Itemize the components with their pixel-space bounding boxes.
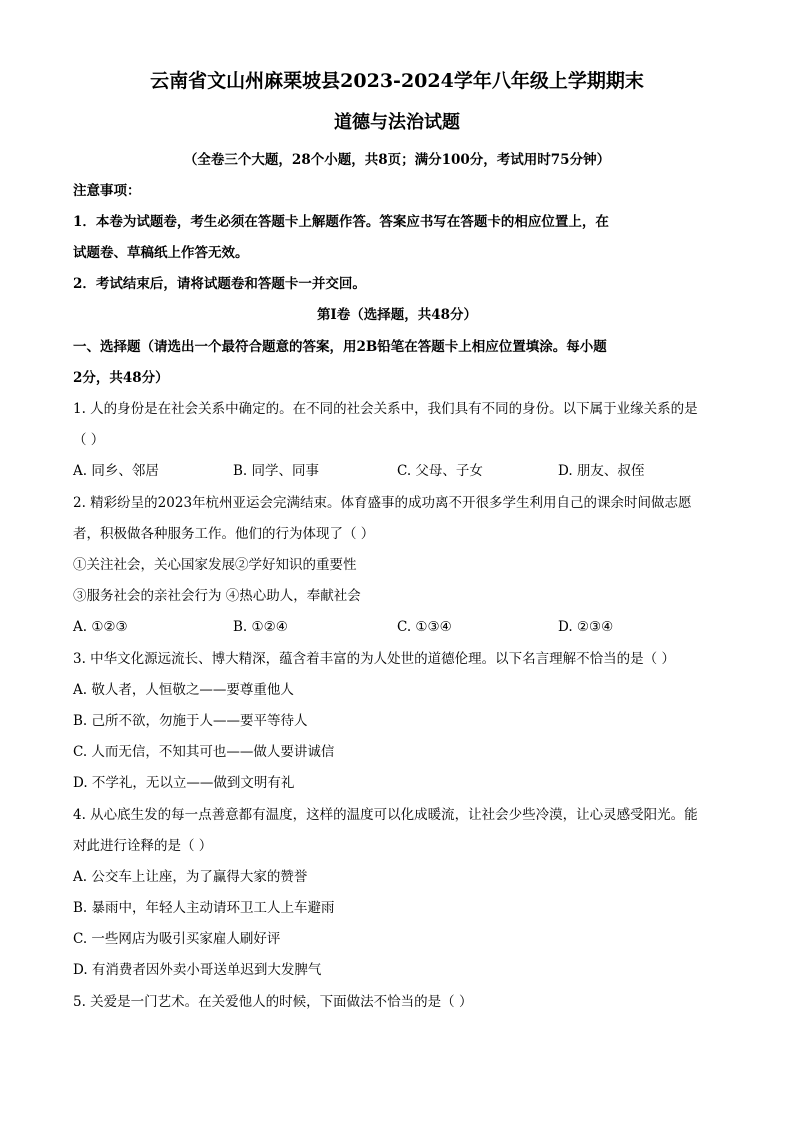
question-1-option-c: C. 父母、子女 — [397, 463, 483, 479]
notice-item-1: 1．本卷为试题卷，考生必须在答题卡上解题作答。答案应书写在答题卡的相应位置上，在 — [73, 214, 609, 230]
question-1-blank: （ ） — [73, 432, 105, 448]
question-2-statements-2: ③服务社会的亲社会行为 ④热心助人，奉献社会 — [73, 588, 361, 604]
part1-heading: 第Ⅰ卷（选择题，共48分） — [316, 307, 478, 323]
section-heading-cont: 2分，共48分） — [73, 370, 169, 386]
question-4-option-a: A. 公交车上让座，为了赢得大家的赞誉 — [73, 869, 308, 885]
question-1-option-a: A. 同乡、邻居 — [73, 463, 159, 479]
question-3-option-a: A. 敬人者，人恒敬之——要尊重他人 — [73, 682, 294, 698]
notice-item-1-cont: 试题卷、草稿纸上作答无效。 — [73, 245, 249, 261]
question-4-stem: 4. 从心底生发的每一点善意都有温度，这样的温度可以化成暖流，让社会少些冷漠，让心灵感受阳光。能 — [73, 807, 698, 823]
question-1-option-b: B. 同学、同事 — [233, 463, 320, 479]
question-3-option-d: D. 不学礼，无以立——做到文明有礼 — [73, 775, 295, 791]
question-3-stem: 3. 中华文化源远流长、博大精深，蕴含着丰富的为人处世的道德伦理。以下名言理解不恰当的是（ ） — [73, 651, 675, 667]
question-1-stem: 1. 人的身份是在社会关系中确定的。在不同的社会关系中，我们具有不同的身份。以下属于业缘关系的是 — [73, 401, 698, 417]
question-2-statements-1: ①关注社会，关心国家发展②学好知识的重要性 — [73, 557, 357, 573]
question-5-stem: 5. 关爱是一门艺术。在关爱他人的时候，下面做法不恰当的是（ ） — [73, 994, 473, 1010]
question-4-option-c: C. 一些网店为吸引买家雇人刷好评 — [73, 931, 281, 947]
question-2-option-c: C. ①③④ — [397, 619, 452, 635]
question-4-option-b: B. 暴雨中，年轻人主动请环卫工人上车避雨 — [73, 900, 335, 916]
exam-info: （全卷三个大题，28个小题，共8页；满分100分，考试用时75分钟） — [183, 152, 611, 168]
question-4-stem-cont: 对此进行诠释的是（ ） — [73, 838, 213, 854]
question-2-option-a: A. ①②③ — [73, 619, 128, 635]
question-3-option-b: B. 己所不欲，勿施于人——要平等待人 — [73, 713, 308, 729]
question-2-stem: 2. 精彩纷呈的2023年杭州亚运会完满结束。体育盛事的成功离不开很多学生利用自己的课余时间做志愿 — [73, 495, 692, 511]
question-4-option-d: D. 有消费者因外卖小哥送单迟到大发脾气 — [73, 962, 322, 978]
notice-item-2: 2．考试结束后，请将试题卷和答题卡一并交回。 — [73, 276, 366, 292]
notice-heading: 注意事项： — [73, 183, 141, 199]
question-2-option-b: B. ①②④ — [233, 619, 288, 635]
question-2-stem-cont: 者，积极做各种服务工作。他们的行为体现了（ ） — [73, 526, 375, 542]
exam-subject: 道德与法治试题 — [334, 112, 460, 133]
exam-title: 云南省文山州麻栗坡县2023-2024学年八年级上学期期末 — [150, 70, 644, 92]
section-heading: 一、选择题（请选出一个最符合题意的答案，用2B铅笔在答题卡上相应位置填涂。每小题 — [73, 339, 607, 355]
question-1-option-d: D. 朋友、叔侄 — [558, 463, 645, 479]
question-3-option-c: C. 人而无信，不知其可也——做人要讲诚信 — [73, 744, 335, 760]
question-2-option-d: D. ②③④ — [558, 619, 614, 635]
